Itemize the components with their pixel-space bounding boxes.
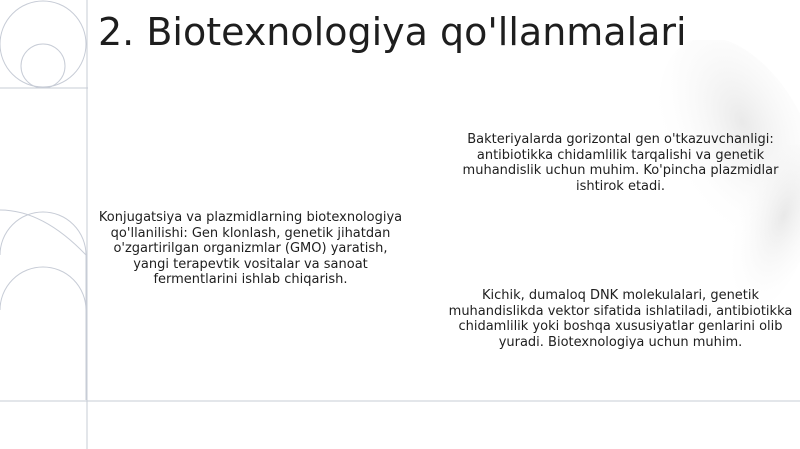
text-block-plasmids: Kichik, dumaloq DNK molekulalari, genetik muhandislikda vektor sifatida ishlatiladi, antibiotikka chidamlilik yoki boshqa xususiyatlar genlarini olib yuradi. Biotexnologiya uchun muhim. [448, 288, 793, 350]
arch-curve [0, 210, 86, 255]
arch-outline-upper [0, 212, 86, 400]
slide-title: 2. Biotexnologiya qo'llanmalari [98, 10, 687, 54]
arch-outline-lower [0, 267, 86, 310]
text-block-conjugation: Konjugatsiya va plazmidlarning biotexnologiya qo'llanilishi: Gen klonlash, genetik jihatdan o'zgartirilgan organizmlar (GMO) yaratish, yangi terapevtik vositalar va sanoat fermentlarini ishlab chiqarish. [98, 210, 403, 287]
text-block-horizontal-transfer: Bakteriyalarda gorizontal gen o'tkazuvchanligi: antibiotikka chidamlilik tarqalishi va genetik muhandislik uchun muhim. Ko'pincha plazmidlar ishtirok etadi. [462, 132, 779, 194]
small-circle-outline [21, 44, 65, 88]
